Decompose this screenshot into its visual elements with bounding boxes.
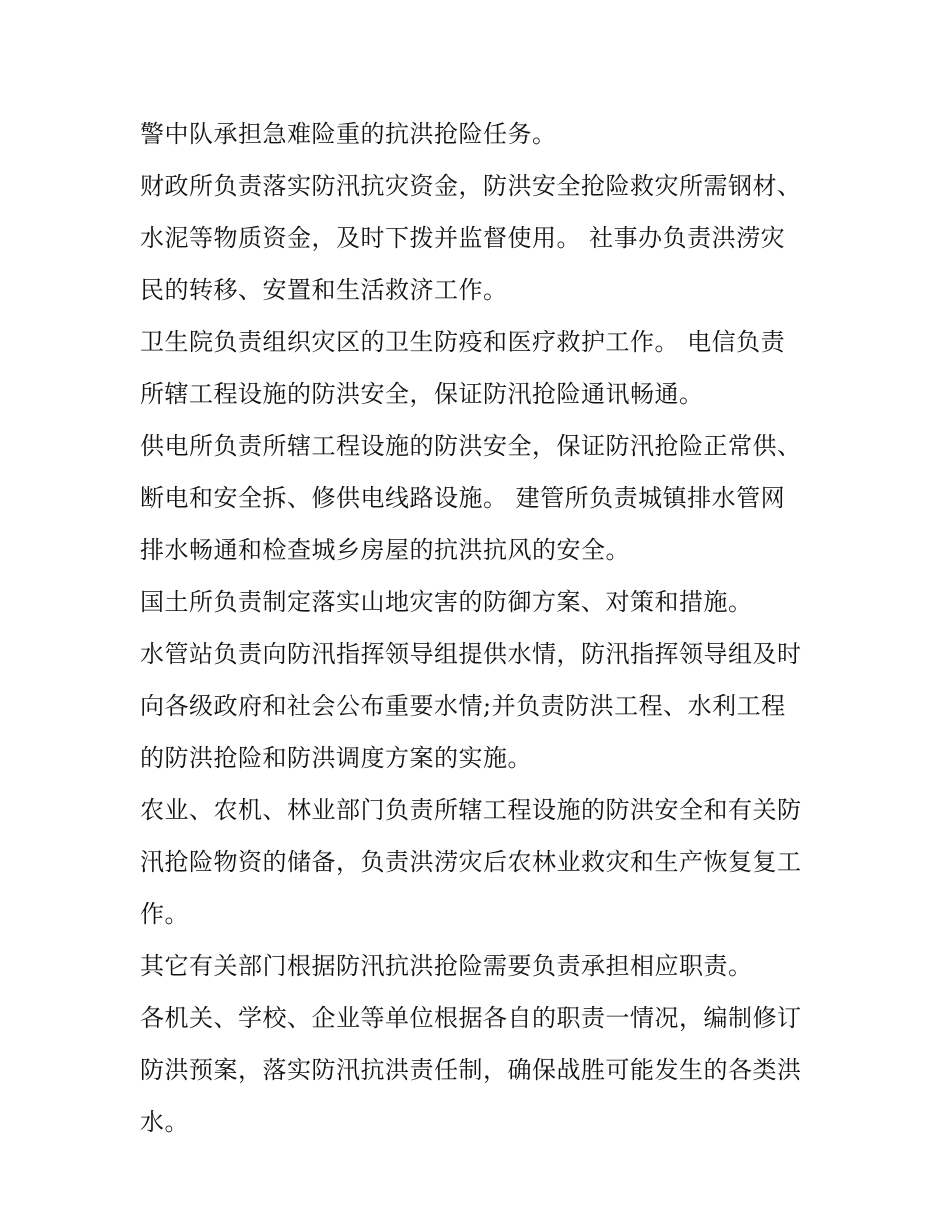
text-line: 断电和安全拆、修供电线路设施。 建管所负责城镇排水管网 — [140, 484, 786, 512]
text-line: 的防洪抢险和防洪调度方案的实施。 — [140, 744, 532, 772]
text-line: 农业、农机、林业部门负责所辖工程设施的防洪安全和有关防 — [140, 796, 802, 824]
text-line: 各机关、学校、企业等单位根据各自的职责一情况，编制修订 — [140, 1004, 802, 1032]
text-line: 所辖工程设施的防洪安全，保证防汛抢险通讯畅通。 — [140, 380, 704, 408]
text-line: 水泥等物质资金，及时下拨并监督使用。 社事办负责洪涝灾 — [140, 224, 786, 252]
text-line: 财政所负责落实防汛抗灾资金，防洪安全抢险救灾所需钢材、 — [140, 172, 802, 200]
text-line: 卫生院负责组织灾区的卫生防疫和医疗救护工作。 电信负责 — [140, 328, 786, 356]
text-line: 排水畅通和检查城乡房屋的抗洪抗风的安全。 — [140, 536, 630, 564]
text-line: 作。 — [140, 900, 189, 928]
text-line: 其它有关部门根据防汛抗洪抢险需要负责承担相应职责。 — [140, 952, 753, 980]
text-line: 防洪预案，落实防汛抗洪责任制，确保战胜可能发生的各类洪 — [140, 1056, 802, 1084]
text-line: 水。 — [140, 1108, 189, 1136]
text-line: 国土所负责制定落实山地灾害的防御方案、对策和措施。 — [140, 588, 753, 616]
text-line: 汛抢险物资的储备，负责洪涝灾后农林业救灾和生产恢复复工 — [140, 848, 802, 876]
text-line: 水管站负责向防汛指挥领导组提供水情，防汛指挥领导组及时 — [140, 640, 802, 668]
text-line: 向各级政府和社会公布重要水情;并负责防洪工程、水利工程 — [140, 692, 786, 720]
text-line: 民的转移、安置和生活救济工作。 — [140, 276, 508, 304]
text-line: 供电所负责所辖工程设施的防洪安全，保证防汛抢险正常供、 — [140, 432, 802, 460]
document-body — [140, 108, 820, 1148]
text-line: 警中队承担急难险重的抗洪抢险任务。 — [140, 120, 557, 148]
